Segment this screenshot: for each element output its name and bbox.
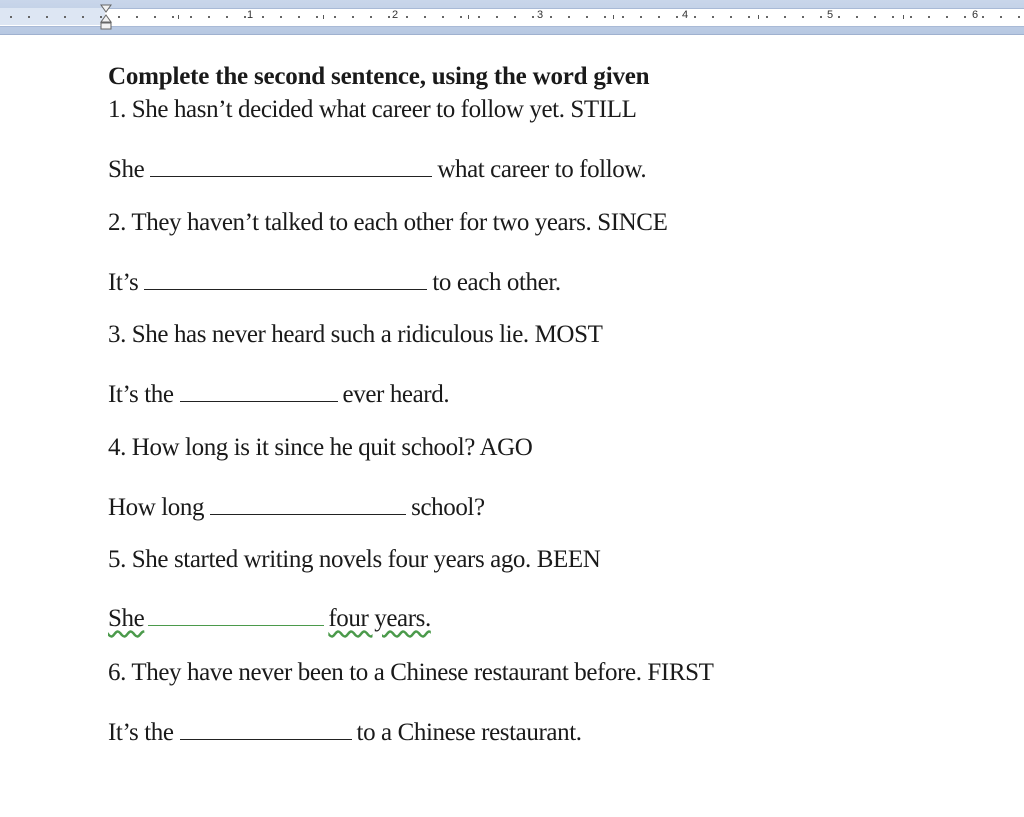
ruler-number-5: 5	[826, 9, 834, 21]
ruler-dot	[118, 16, 120, 18]
ruler-dot	[802, 16, 804, 18]
exercise-prompt-6: 6. They have never been to a Chinese restaurant before. FIRST	[108, 659, 714, 686]
ruler-dot	[928, 16, 930, 18]
answer-line-4	[108, 490, 485, 522]
answer-before-2: It’s	[108, 269, 139, 296]
ruler-dot	[1000, 16, 1002, 18]
answer-blank-1[interactable]	[150, 152, 432, 177]
answer-after-3: ever heard.	[342, 381, 450, 408]
answer-line-3	[108, 377, 449, 409]
answer-blank-3[interactable]	[180, 377, 338, 402]
ruler-dot	[874, 16, 876, 18]
ruler-number-2: 2	[391, 9, 399, 21]
exercise-prompt-1: 1. She hasn’t decided what career to follow yet. STILL	[108, 96, 637, 123]
ruler-dot	[82, 16, 84, 18]
ruler-half-tick	[323, 15, 324, 19]
ruler-dot	[424, 16, 426, 18]
ruler-half-tick	[178, 15, 179, 19]
ruler-dot	[568, 16, 570, 18]
answer-blank-6[interactable]	[180, 715, 352, 740]
ruler-dot	[478, 16, 480, 18]
ruler-dot	[316, 16, 318, 18]
ruler-left-margin	[0, 8, 105, 25]
answer-line-5	[108, 602, 431, 633]
ruler-dot	[622, 16, 624, 18]
ruler-dot	[370, 16, 372, 18]
answer-before-6: It’s the	[108, 719, 174, 746]
answer-before-1: She	[108, 156, 145, 183]
answer-after-4: school?	[411, 494, 485, 521]
answer-before-3: It’s the	[108, 381, 174, 408]
answer-blank-2[interactable]	[144, 265, 427, 290]
ruler-dot	[748, 16, 750, 18]
ruler-dot	[1018, 16, 1020, 18]
ruler-dot	[550, 16, 552, 18]
exercise-prompt-2: 2. They haven’t talked to each other for two years. SINCE	[108, 209, 668, 236]
ruler-dot	[460, 16, 462, 18]
ruler-dot	[856, 16, 858, 18]
ruler-dot	[946, 16, 948, 18]
ruler-dot	[136, 16, 138, 18]
ruler-dot	[388, 16, 390, 18]
ruler-dot	[280, 16, 282, 18]
ruler-dot	[226, 16, 228, 18]
ruler-number-4: 4	[681, 9, 689, 21]
ruler-number-6: 6	[971, 9, 979, 21]
ruler-dot	[442, 16, 444, 18]
answer-blank-5[interactable]	[148, 602, 324, 626]
ruler-dot	[766, 16, 768, 18]
ruler-dot	[730, 16, 732, 18]
answer-after-6: to a Chinese restaurant.	[356, 719, 582, 746]
ruler-dot	[892, 16, 894, 18]
ruler-dot	[46, 16, 48, 18]
indent-marker-icon[interactable]	[100, 4, 112, 30]
ruler-dot	[154, 16, 156, 18]
answer-blank-4[interactable]	[210, 490, 406, 515]
exercise-prompt-3: 3. She has never heard such a ridiculous lie. MOST	[108, 321, 603, 348]
ruler-dot	[496, 16, 498, 18]
exercise-prompt-5: 5. She started writing novels four years ago. BEEN	[108, 546, 601, 573]
ruler-dot	[514, 16, 516, 18]
ruler-dot	[298, 16, 300, 18]
answer-line-1	[108, 152, 646, 184]
answer-before-5: She	[108, 605, 145, 632]
ruler-dot	[406, 16, 408, 18]
ruler-dot	[982, 16, 984, 18]
ruler-half-tick	[758, 15, 759, 19]
ruler-half-tick	[613, 15, 614, 19]
answer-line-2	[108, 265, 561, 297]
ruler-dot	[838, 16, 840, 18]
answer-after-2: to each other.	[432, 269, 561, 296]
ruler-dot	[784, 16, 786, 18]
ruler-number-3: 3	[536, 9, 544, 21]
ruler-dot	[190, 16, 192, 18]
ruler-dot	[586, 16, 588, 18]
ruler-dot	[172, 16, 174, 18]
exercise-title: Complete the second sentence, using the word given	[108, 63, 650, 90]
answer-after-5: four years.	[328, 605, 431, 632]
answer-after-1: what career to follow.	[437, 156, 647, 183]
ruler-dot	[676, 16, 678, 18]
ruler-dot	[640, 16, 642, 18]
ruler-dot	[658, 16, 660, 18]
ruler-number-1: 1	[246, 9, 254, 21]
ruler-dot	[910, 16, 912, 18]
ruler-dot	[10, 16, 12, 18]
answer-before-4: How long	[108, 494, 205, 521]
ruler-dot	[964, 16, 966, 18]
ruler-dot	[604, 16, 606, 18]
ruler-dot	[28, 16, 30, 18]
ruler-dot	[352, 16, 354, 18]
ruler-half-tick	[468, 15, 469, 19]
ruler-half-tick	[903, 15, 904, 19]
ruler-dot	[712, 16, 714, 18]
ruler-dot	[532, 16, 534, 18]
ruler-dot	[820, 16, 822, 18]
ruler-dot	[334, 16, 336, 18]
answer-line-6	[108, 715, 582, 747]
ruler-dot	[244, 16, 246, 18]
ruler-dot	[694, 16, 696, 18]
horizontal-ruler	[0, 0, 1024, 35]
ruler-dot	[64, 16, 66, 18]
ruler-dot	[262, 16, 264, 18]
exercise-prompt-4: 4. How long is it since he quit school? AGO	[108, 434, 533, 461]
ruler-dot	[208, 16, 210, 18]
